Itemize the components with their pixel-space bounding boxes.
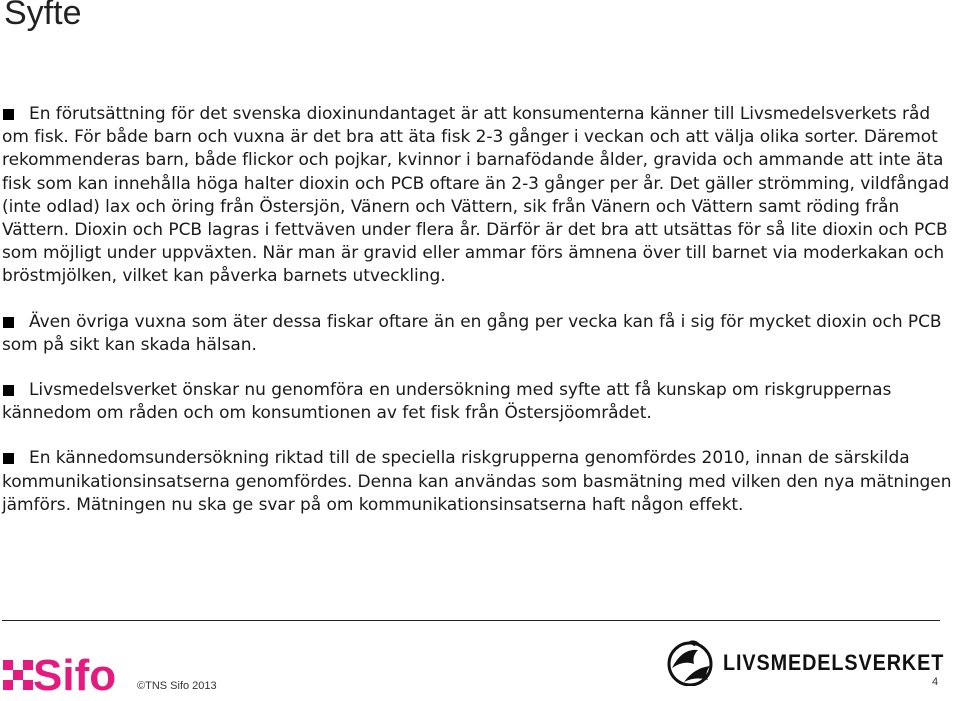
- bullet-paragraph: [2, 379, 954, 425]
- bullet-paragraph: [2, 447, 954, 517]
- livsmedelsverket-logo: [664, 638, 945, 686]
- paragraph-text: Livsmedelsverket önskar nu genomföra en undersökning med syfte att få kunskap om riskgruppernas kännedom om råden och om konsumtionen av fet fisk från Östersjöområdet.: [2, 380, 892, 424]
- slide-title: Syfte: [4, 0, 82, 32]
- livsmedelsverket-emblem-icon: [664, 638, 716, 686]
- square-bullet-icon: [3, 385, 14, 396]
- sifo-logo-text: Sifo: [33, 651, 117, 694]
- bullet-paragraph: [2, 103, 954, 289]
- square-bullet-icon: [3, 317, 14, 328]
- paragraph-text: En förutsättning för det svenska dioxinundantaget är att konsumenterna känner till Livsmedelsverkets råd om fisk. För både barn och vuxna är det bra att äta fisk 2-3 gånger i veckan och att välja olika sorter. Däremot rekommenderas barn, både flickor och pojkar, kvinnor i barnafödande ålder, gravida och ammande att inte äta fisk som kan innehålla höga halter dioxin och PCB oftare än 2-3 gånger per år. Det gäller strömming, vildfångad (inte odlad) lax och öring från Östersjön, Vänern och Vättern, sik från Vänern och Vättern samt röding från Vättern. Dioxin och PCB lagras i fettväven under flera år. Därför är det bra att utsättas för så lite dioxin och PCB som möjligt under uppväxten. När man är gravid eller ammar förs ämnena över till barnet via moderkakan och bröstmjölken, vilket kan påverka barnets utveckling.: [2, 104, 950, 287]
- page-number: 4: [932, 676, 939, 688]
- footer-divider: [2, 620, 940, 621]
- sifo-logo: [3, 650, 128, 694]
- paragraph-text: Även övriga vuxna som äter dessa fiskar oftare än en gång per vecka kan få i sig för mycket dioxin och PCB som på sikt kan skada hälsan.: [2, 311, 942, 355]
- bullet-paragraph: [2, 311, 954, 357]
- paragraph-text: En kännedomsundersökning riktad till de speciella riskgrupperna genomfördes 2010, innan de särskilda kommunikationsinsatserna genomfördes. Denna kan användas som basmätning med vilken den nya mätningen jämförs. Mätningen nu ska ge svar på om kommunikationsinsatserna haft någon effekt.: [2, 448, 952, 515]
- copyright-text: ©TNS Sifo 2013: [137, 680, 217, 692]
- slide-body: [2, 103, 954, 539]
- livsmedelsverket-logo-text: LIVSMEDELSVERKET: [723, 650, 945, 675]
- square-bullet-icon: [3, 109, 14, 120]
- square-bullet-icon: [3, 453, 14, 464]
